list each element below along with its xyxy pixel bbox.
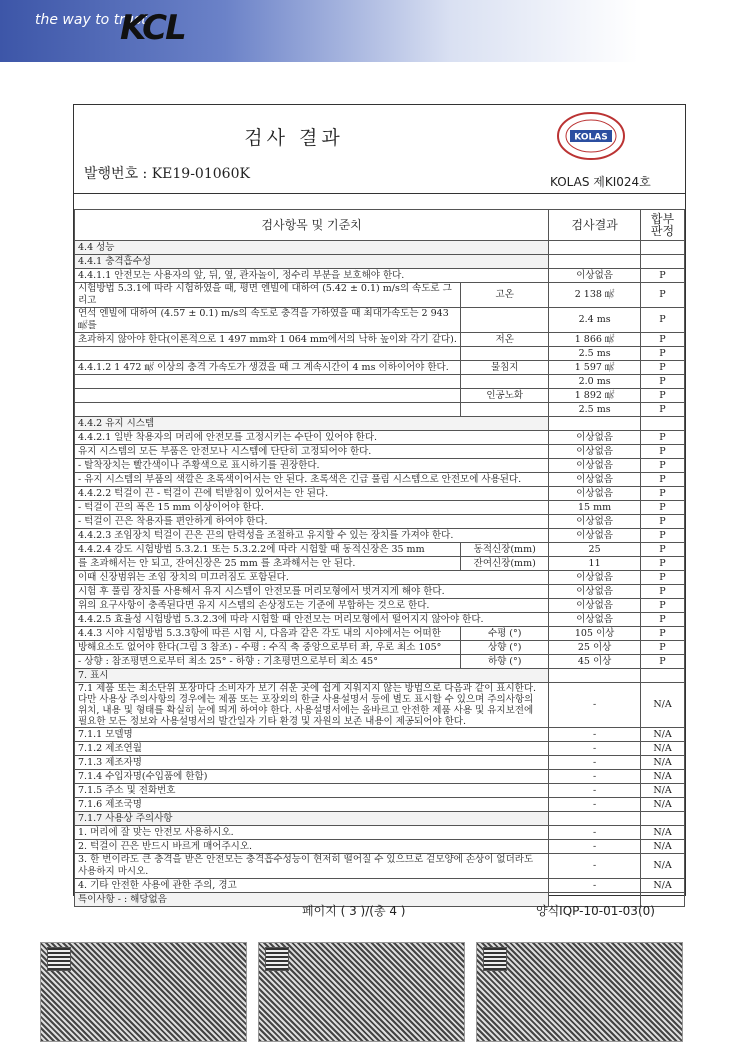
table-row [75, 728, 685, 742]
result-cell: 이상없음 [549, 431, 641, 445]
table-row [75, 308, 685, 333]
judgment-cell [641, 669, 685, 683]
judgment-cell: N/A [641, 840, 685, 854]
result-cell: 이상없음 [549, 599, 641, 613]
criterion-text: 7.1.1 모델명 [75, 728, 549, 742]
result-cell: - [549, 770, 641, 784]
result-cell: - [549, 742, 641, 756]
section-heading: 4.4 성능 [75, 241, 549, 255]
judgment-cell: P [641, 333, 685, 347]
results-table [74, 209, 685, 907]
criterion-text: - 턱걸이 끈의 폭은 15 mm 이상이어야 한다. [75, 501, 549, 515]
table-row [75, 529, 685, 543]
criterion-text: 4.4.2.5 효율성 시험방법 5.3.2.3에 따라 시험할 때 안전모는 머리모형에서 떨어지지 않아야 한다. [75, 613, 549, 627]
result-cell: 2.5 ms [549, 347, 641, 361]
criterion-text: 7.1.4 수입자명(수입품에 한함) [75, 770, 549, 784]
security-pattern-center [258, 942, 465, 1042]
judgment-cell: P [641, 641, 685, 655]
result-cell: 1 892 ㎨ [549, 389, 641, 403]
table-row [75, 854, 685, 879]
judgment-cell [641, 812, 685, 826]
judgment-cell: P [641, 515, 685, 529]
criterion-text: 4.4.3 시야 시험방법 5.3.3항에 따른 시험 시, 다음과 같은 각도 내의 시야에서는 어떠한 [75, 627, 461, 641]
judgment-cell: P [641, 613, 685, 627]
condition-label: 하향 (°) [461, 655, 549, 669]
security-pattern-left [40, 942, 247, 1042]
criterion-text: 초과하지 않아야 한다(이론적으로 1 497 mm와 1 064 mm에서의 낙하 높이와 각기 같다). [75, 333, 461, 347]
table-row [75, 669, 685, 683]
form-code: 양식IQP-10-01-03(0) [536, 904, 655, 918]
table-row [75, 333, 685, 347]
table-row [75, 347, 685, 361]
section-heading: 7. 표시 [75, 669, 549, 683]
svg-text:KOLAS: KOLAS [574, 132, 608, 143]
judgment-cell: N/A [641, 728, 685, 742]
condition-label: 잔여신장(mm) [461, 557, 549, 571]
criterion-text: 연석 엔빌에 대하여 (4.57 ± 0.1) m/s의 속도로 충격을 가하였을 때 최대가속도는 2 943 ㎨를 [75, 308, 461, 333]
result-cell: 2.0 ms [549, 375, 641, 389]
criterion-text: 방해요소도 없어야 한다(그림 3 참조) - 수평 : 수직 축 중앙으로부터 좌, 우로 최소 105° [75, 641, 461, 655]
criterion-text: - 탈착장치는 빨간색이나 주황색으로 표시하기를 권장한다. [75, 459, 549, 473]
judgment-cell: P [641, 269, 685, 283]
result-cell: 2.4 ms [549, 308, 641, 333]
judgment-cell: P [641, 501, 685, 515]
column-header-item: 검사항목 및 기준치 [75, 210, 549, 241]
criterion-text [75, 375, 461, 389]
table-row [75, 557, 685, 571]
criterion-text [75, 389, 461, 403]
judgment-cell: P [641, 543, 685, 557]
criterion-text: 4.4.2.4 강도 시험방법 5.3.2.1 또는 5.3.2.2에 따라 시험할 때 동적신장은 35 mm [75, 543, 461, 557]
criterion-text: 4.4.2.2 턱걸이 끈 - 턱걸이 끈에 턱받침이 있어서는 안 된다. [75, 487, 549, 501]
section-heading: 4.4.1 충격흡수성 [75, 255, 549, 269]
judgment-cell: N/A [641, 798, 685, 812]
section-heading: 4.4.2 유지 시스템 [75, 417, 549, 431]
criterion-text: 7.1.6 제조국명 [75, 798, 549, 812]
criterion-text: 4.4.2.1 일반 착용자의 머리에 안전모를 고정시키는 수단이 있어야 한다. [75, 431, 549, 445]
brand-tagline: the way to trust [35, 12, 147, 28]
table-row [75, 473, 685, 487]
result-cell: 이상없음 [549, 613, 641, 627]
table-row [75, 770, 685, 784]
result-cell: 25 [549, 543, 641, 557]
condition-label [461, 347, 549, 361]
result-cell: - [549, 826, 641, 840]
judgment-cell: P [641, 389, 685, 403]
result-cell: 11 [549, 557, 641, 571]
result-cell: 이상없음 [549, 515, 641, 529]
pattern-chip-icon [265, 947, 289, 971]
result-cell: - [549, 798, 641, 812]
judgment-cell: P [641, 283, 685, 308]
judgment-cell: P [641, 361, 685, 375]
page-number: 페이지 ( 3 )/(총 4 ) [302, 904, 406, 918]
result-cell: 이상없음 [549, 459, 641, 473]
table-row [75, 879, 685, 893]
criterion-text [75, 403, 461, 417]
judgment-cell [641, 417, 685, 431]
criterion-text: 7.1.3 제조자명 [75, 756, 549, 770]
result-cell [549, 417, 641, 431]
result-cell: 이상없음 [549, 585, 641, 599]
table-row [75, 417, 685, 431]
table-row [75, 241, 685, 255]
section-heading: 7.1.7 사용상 주의사항 [75, 812, 549, 826]
result-cell: - [549, 784, 641, 798]
judgment-cell: N/A [641, 742, 685, 756]
condition-label [461, 308, 549, 333]
report-header [74, 105, 685, 194]
table-row [75, 255, 685, 269]
kolas-logo-icon [556, 111, 626, 161]
table-row [75, 515, 685, 529]
table-row [75, 445, 685, 459]
criterion-text [75, 347, 461, 361]
condition-label: 수평 (°) [461, 627, 549, 641]
result-cell [549, 669, 641, 683]
result-cell: 1 597 ㎨ [549, 361, 641, 375]
table-row [75, 403, 685, 417]
report-title: 검사 결과 [244, 127, 344, 149]
table-row [75, 431, 685, 445]
table-row [75, 487, 685, 501]
judgment-cell: N/A [641, 826, 685, 840]
judgment-cell: P [641, 347, 685, 361]
criterion-text: 2. 턱걸이 끈은 반드시 바르게 매어주시오. [75, 840, 549, 854]
table-header-row [75, 210, 685, 241]
table-row [75, 599, 685, 613]
result-cell: 25 이상 [549, 641, 641, 655]
judgment-cell [641, 255, 685, 269]
result-cell: 105 이상 [549, 627, 641, 641]
table-row [75, 375, 685, 389]
criterion-text: 시험 후 풀림 장치를 사용해서 유지 시스템이 안전모를 머리모형에서 벗겨지게 해야 한다. [75, 585, 549, 599]
result-cell [549, 812, 641, 826]
condition-label [461, 375, 549, 389]
criterion-text: 4.4.2.3 조임장치 턱걸이 끈은 끈의 탄력성을 조절하고 유지할 수 있는 장치를 가져야 한다. [75, 529, 549, 543]
result-cell: 이상없음 [549, 445, 641, 459]
table-row [75, 283, 685, 308]
criterion-text: 4. 기타 안전한 사용에 관한 주의, 경고 [75, 879, 549, 893]
criterion-text: - 상향 : 참조평면으로부터 최소 25° - 하향 : 기초평면으로부터 최소 45° [75, 655, 461, 669]
condition-label [461, 403, 549, 417]
criterion-text: 시험방법 5.3.1에 따라 시험하였을 때, 평면 엔빌에 대하여 (5.42 ± 0.1) m/s의 속도로 그리고 [75, 283, 461, 308]
criterion-text: 1. 머리에 잘 맞는 안전모 사용하시오. [75, 826, 549, 840]
condition-label: 인공노화 [461, 389, 549, 403]
judgment-cell: N/A [641, 879, 685, 893]
table-row [75, 613, 685, 627]
judgment-cell: N/A [641, 770, 685, 784]
table-row [75, 361, 685, 375]
criterion-text: 위의 요구사항이 충족된다면 유지 시스템의 손상정도는 기준에 부합하는 것으로 한다. [75, 599, 549, 613]
brand-logo: KCL [120, 8, 185, 48]
judgment-cell: P [641, 599, 685, 613]
judgment-cell: P [641, 585, 685, 599]
judgment-cell: N/A [641, 683, 685, 728]
kolas-number: KOLAS 제KI024호 [550, 175, 651, 189]
report-document [73, 104, 686, 905]
condition-label: 동적신장(mm) [461, 543, 549, 557]
condition-label: 고온 [461, 283, 549, 308]
result-cell: 이상없음 [549, 473, 641, 487]
judgment-cell: P [641, 431, 685, 445]
judgment-cell [641, 241, 685, 255]
result-cell: 1 866 ㎨ [549, 333, 641, 347]
result-cell: - [549, 756, 641, 770]
criterion-text: - 유지 시스템의 부품의 색깔은 초록색이어서는 안 된다. 초록색은 긴급 풀림 시스템으로 안전모에 사용된다. [75, 473, 549, 487]
judgment-cell: P [641, 473, 685, 487]
criterion-text: 를 초과해서는 안 되고, 잔여신장은 25 mm 를 초과해서는 안 된다. [75, 557, 461, 571]
pattern-chip-icon [483, 947, 507, 971]
result-cell: - [549, 728, 641, 742]
result-cell: 이상없음 [549, 571, 641, 585]
header-banner [0, 0, 750, 62]
table-row [75, 784, 685, 798]
result-cell: 이상없음 [549, 269, 641, 283]
result-cell [549, 241, 641, 255]
section-heading: 특이사항 - : 해당없음 [75, 893, 549, 907]
criterion-text: 이때 신장범위는 조임 장치의 미끄러짐도 포함된다. [75, 571, 549, 585]
table-row [75, 756, 685, 770]
criterion-text: 유지 시스템의 모든 부품은 안전모나 시스템에 단단히 고정되어야 한다. [75, 445, 549, 459]
judgment-cell: P [641, 627, 685, 641]
judgment-cell: P [641, 557, 685, 571]
security-pattern-right [476, 942, 683, 1042]
criterion-text: 4.4.1.1 안전모는 사용자의 앞, 뒤, 옆, 관자놀이, 정수리 부분을 보호해야 한다. [75, 269, 549, 283]
table-row [75, 655, 685, 669]
column-header-judge: 합부 판정 [641, 210, 685, 241]
judgment-cell: P [641, 655, 685, 669]
table-row [75, 459, 685, 473]
judgment-cell: N/A [641, 784, 685, 798]
condition-label: 저온 [461, 333, 549, 347]
judgment-cell: N/A [641, 854, 685, 879]
result-cell: 45 이상 [549, 655, 641, 669]
result-cell: 2.5 ms [549, 403, 641, 417]
judgment-cell: N/A [641, 756, 685, 770]
result-cell: - [549, 854, 641, 879]
pattern-chip-icon [47, 947, 71, 971]
table-row [75, 585, 685, 599]
table-row [75, 269, 685, 283]
result-cell: 이상없음 [549, 529, 641, 543]
criterion-text: 7.1 제품 또는 최소단위 포장마다 소비자가 보기 쉬운 곳에 쉽게 지워지지 않는 방법으로 다음과 같이 표시한다. 다만 사용상 주의사항의 경우에는 제품 또는 포장외의 한글 사용설명서 등에 별도 표시할 수 있으며 주의사항의 위치, 내용 및 형태를 확실히 눈에 띄게 하여야 한다. 사용설명서에는 올바르고 안전한 제품 사용 및 유지보전에 필요한 모든 정보와 사용설명서의 발간일자 기타 환경 및 자원의 보존 내용이 제공되어야 한다. [75, 683, 549, 728]
column-header-result: 검사결과 [549, 210, 641, 241]
criterion-text: 7.1.2 제조연월 [75, 742, 549, 756]
judgment-cell: P [641, 403, 685, 417]
judgment-cell: P [641, 487, 685, 501]
judgment-cell: P [641, 445, 685, 459]
table-row [75, 840, 685, 854]
criterion-text: 3. 한 번이라도 큰 충격을 받은 안전모는 충격흡수성능이 현저히 떨어질 수 있으므로 겉모양에 손상이 없더라도 사용하지 마시오. [75, 854, 549, 879]
result-cell: - [549, 683, 641, 728]
table-row [75, 812, 685, 826]
judgment-cell: P [641, 529, 685, 543]
result-cell: 2 138 ㎨ [549, 283, 641, 308]
table-row [75, 627, 685, 641]
table-row [75, 683, 685, 728]
table-body [75, 241, 685, 907]
table-row [75, 501, 685, 515]
result-cell: - [549, 840, 641, 854]
table-row [75, 826, 685, 840]
result-cell: 이상없음 [549, 487, 641, 501]
judgment-cell: P [641, 459, 685, 473]
criterion-text: 7.1.5 주소 및 전화번호 [75, 784, 549, 798]
table-row [75, 798, 685, 812]
judgment-cell: P [641, 375, 685, 389]
judgment-cell: P [641, 571, 685, 585]
result-cell: 15 mm [549, 501, 641, 515]
table-row [75, 389, 685, 403]
criterion-text: - 턱걸이 끈은 착용자를 편안하게 하여야 한다. [75, 515, 549, 529]
table-row [75, 641, 685, 655]
judgment-cell: P [641, 308, 685, 333]
result-cell [549, 255, 641, 269]
table-row [75, 543, 685, 557]
table-row [75, 742, 685, 756]
condition-label: 상향 (°) [461, 641, 549, 655]
table-row [75, 571, 685, 585]
criterion-text: 4.4.1.2 1 472 ㎨ 이상의 충격 가속도가 생겼을 때 그 계속시간이 4 ms 이하이어야 한다. [75, 361, 461, 375]
issue-number: 발행번호 : KE19-01060K [84, 166, 250, 182]
condition-label: 물침지 [461, 361, 549, 375]
result-cell: - [549, 879, 641, 893]
